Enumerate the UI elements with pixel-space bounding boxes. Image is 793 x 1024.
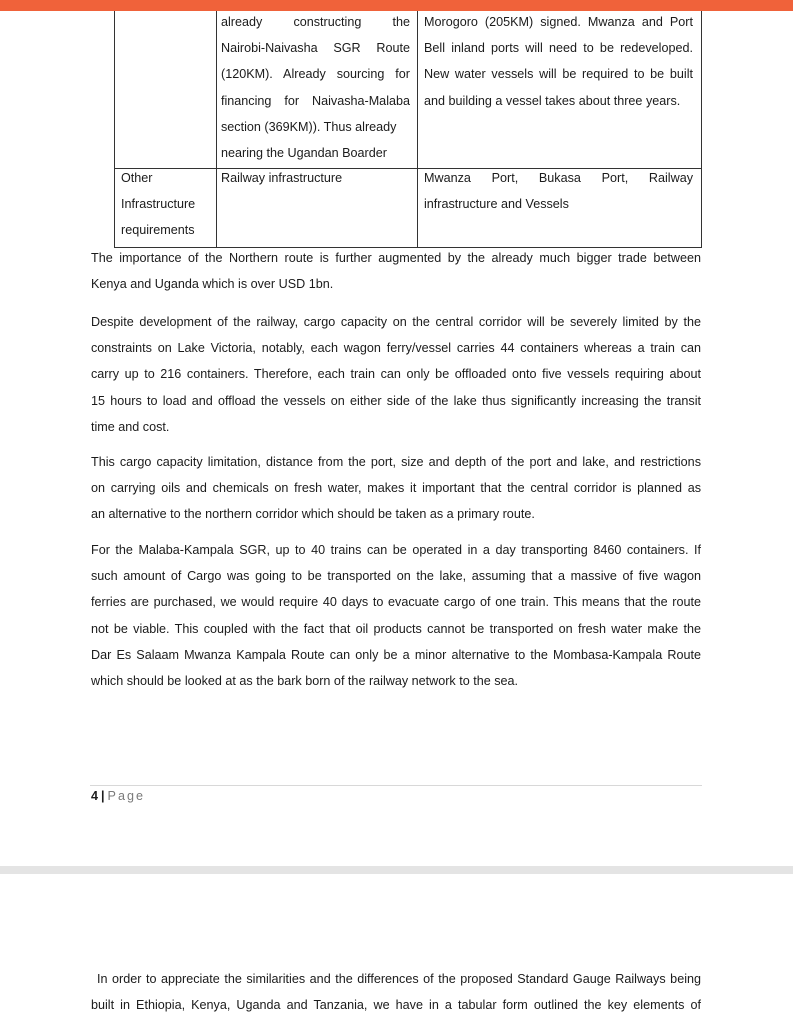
table-cell-line: Railway infrastructure [221, 171, 343, 185]
paragraph-line: an alternative to the northern corridor which should be taken as a primary route. [91, 507, 535, 522]
paragraph-line: which should be looked at as the bark born of the railway network to the sea. [91, 674, 519, 689]
paragraph-line: constraints on Lake Victoria, notably, each wagon ferry/vessel carries 44 containers whereas a train can [91, 341, 701, 356]
page-number: 4 [91, 789, 99, 803]
body-paragraph [91, 449, 701, 528]
table-cell-row2-col2 [221, 165, 410, 191]
table-cell-line: (120KM). Already sourcing for [221, 67, 410, 82]
body-paragraph [91, 966, 701, 1018]
table-cell-line: requirements [121, 223, 195, 238]
table-cell-line: and building a vessel takes about three years. [424, 93, 681, 108]
page-footer [91, 789, 145, 803]
paragraph-line: such amount of Cargo was going to be transported on the lake, assuming that a massive of five wagon [91, 569, 701, 584]
table-cell-row1-col2 [221, 9, 410, 166]
paragraph-line: built in Ethiopia, Kenya, Uganda and Tanzania, we have in a tabular form outlined the key elements of [91, 998, 701, 1013]
paragraph-line: ferries are purchased, we would require 40 days to evacuate cargo of one train. This means that the route [91, 595, 701, 610]
body-paragraph [91, 245, 701, 297]
table-cell-line: Nairobi-Naivasha SGR Route [221, 41, 410, 56]
table-cell-row2-col3 [424, 165, 693, 217]
table-cell-line: already constructing the [221, 15, 410, 29]
comparison-table [114, 11, 702, 248]
table-cell-row1-col3 [424, 9, 693, 114]
table-cell-line: Bell inland ports will need to be redeveloped. [424, 41, 693, 56]
table-cell-line: Other [121, 171, 153, 185]
paragraph-line: This cargo capacity limitation, distance from the port, size and depth of the port and lake, and restrictions [91, 455, 701, 469]
paragraph-line: time and cost. [91, 419, 170, 434]
table-column-divider [216, 11, 217, 247]
page-break [0, 866, 793, 874]
paragraph-line: Despite development of the railway, cargo capacity on the central corridor will be severely limited by the [91, 315, 701, 329]
paragraph-line: The importance of the Northern route is further augmented by the already much bigger trade between [91, 251, 701, 265]
table-cell-line: nearing the Ugandan Boarder [221, 146, 387, 161]
paragraph-line: In order to appreciate the similarities and the differences of the proposed Standard Gauge Railways being [97, 972, 701, 986]
table-cell-line: Mwanza Port, Bukasa Port, Railway [424, 171, 693, 185]
paragraph-line: Kenya and Uganda which is over USD 1bn. [91, 277, 334, 292]
paragraph-line: 15 hours to load and offload the vessels on either side of the lake thus significantly increasing the transit [91, 393, 701, 408]
footer-page-label: Page [107, 789, 145, 803]
document-page-4 [0, 11, 793, 865]
table-cell-line: Infrastructure [121, 197, 196, 212]
paragraph-line: not be viable. This coupled with the fact that oil products cannot be transported on fresh water make the [91, 621, 701, 636]
table-cell-line: section (369KM)). Thus already [221, 119, 397, 134]
body-paragraph [91, 309, 701, 440]
table-cell-line: Morogoro (205KM) signed. Mwanza and Port [424, 15, 693, 29]
paragraph-line: For the Malaba-Kampala SGR, up to 40 trains can be operated in a day transporting 8460 containers. If [91, 543, 701, 557]
table-cell-row2-col1 [121, 165, 213, 244]
table-column-divider [417, 11, 418, 247]
table-cell-line: New water vessels will be required to be built [424, 67, 693, 82]
table-cell-line: financing for Naivasha-Malaba [221, 93, 410, 108]
paragraph-line: Dar Es Salaam Mwanza Kampala Route can only be a minor alternative to the Mombasa-Kampala Route [91, 647, 701, 662]
document-page-5 [0, 874, 793, 1024]
footer-rule [90, 785, 702, 786]
body-paragraph [91, 537, 701, 694]
paragraph-line: carry up to 216 containers. Therefore, each train can only be offloaded onto five vessels requiring about [91, 367, 701, 382]
paragraph-line: on carrying oils and chemicals on fresh water, makes it important that the central corridor is planned as [91, 481, 701, 496]
table-cell-line: infrastructure and Vessels [424, 197, 569, 212]
footer-separator: | [101, 789, 105, 803]
